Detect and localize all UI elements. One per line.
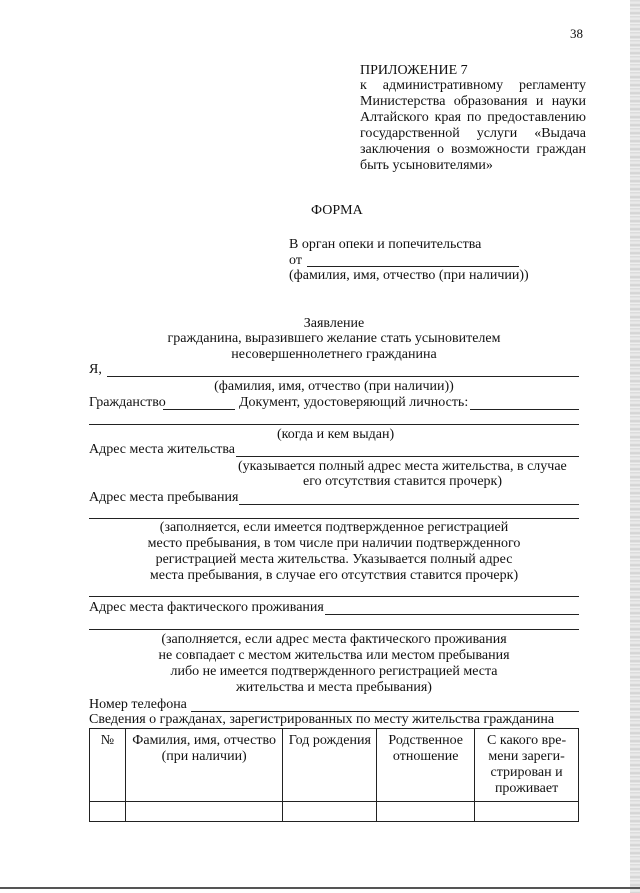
actual-label: Адрес места фактического проживания bbox=[89, 600, 324, 615]
actual-line-2[interactable] bbox=[89, 629, 579, 630]
issued-hint: (когда и кем выдан) bbox=[277, 427, 395, 442]
statement-subtitle: гражданина, выразившего желание стать усыновителем bbox=[167, 331, 501, 346]
residence-hint: его отсутствия ставится прочерк) bbox=[303, 474, 503, 489]
document-line-2[interactable] bbox=[89, 424, 579, 425]
applicant-name-hint: (фамилия, имя, отчество (при наличии)) bbox=[214, 379, 454, 394]
table-row bbox=[90, 802, 579, 822]
table-header-name: Фамилия, имя, отчество (при наличии) bbox=[125, 729, 283, 802]
citizenship-label: Гражданство bbox=[89, 395, 166, 410]
actual-hint: либо не имеется подтвержденного регистрацией места bbox=[170, 664, 498, 679]
registered-label: Сведения о гражданах, зарегистрированных по месту жительства гражданина bbox=[89, 712, 555, 727]
stay-hint: (заполняется, если имеется подтвержденное регистрацией bbox=[159, 520, 509, 535]
appendix-text bbox=[360, 78, 586, 174]
appendix-line: государственной услуги «Выдача bbox=[360, 126, 586, 141]
citizenship-line[interactable] bbox=[163, 409, 235, 410]
actual-hint: не совпадает с местом жительства или местом пребывания bbox=[158, 648, 510, 663]
form-title: ФОРМА bbox=[311, 203, 363, 218]
table-header-row bbox=[90, 729, 579, 802]
actual-hint: (заполняется, если адрес места фактического проживания bbox=[161, 632, 507, 647]
appendix-line: к административному регламенту bbox=[360, 78, 586, 93]
registered-table bbox=[89, 728, 579, 822]
table-cell[interactable] bbox=[90, 802, 126, 822]
stay-hint: регистрацией места жительства. Указывается полный адрес bbox=[155, 552, 513, 567]
appendix-line: заключения о возможности граждан bbox=[360, 142, 586, 157]
stay-label: Адрес места пребывания bbox=[89, 490, 239, 505]
appendix-line: Алтайского края по предоставлению bbox=[360, 110, 586, 125]
document-label: Документ, удостоверяющий личность: bbox=[239, 395, 469, 410]
appendix-title: ПРИЛОЖЕНИЕ 7 bbox=[360, 63, 468, 78]
applicant-name-line[interactable] bbox=[107, 376, 579, 377]
stay-line[interactable] bbox=[239, 504, 579, 505]
addressee-from-label: от bbox=[289, 253, 302, 268]
table-header-relation: Родственное отношение bbox=[377, 729, 475, 802]
appendix-line: Министерства образования и науки bbox=[360, 94, 586, 109]
stay-line-2[interactable] bbox=[89, 518, 579, 519]
phone-label: Номер телефона bbox=[89, 697, 187, 712]
residence-hint: (указывается полный адрес места жительства, в случае bbox=[238, 459, 567, 474]
addressee-from-hint: (фамилия, имя, отчество (при наличии)) bbox=[289, 268, 529, 283]
table-header-birth-year: Год рождения bbox=[283, 729, 377, 802]
table-header-number: № bbox=[90, 729, 126, 802]
stay-hint: места пребывания, в случае его отсутствия ставится прочерк) bbox=[149, 568, 519, 583]
appendix-line: быть усыновителями» bbox=[360, 158, 493, 173]
table-header-since: С какого вре- мени зареги- стрирован и проживает bbox=[475, 729, 579, 802]
document-line[interactable] bbox=[470, 409, 579, 410]
stay-line-3[interactable] bbox=[89, 596, 579, 597]
residence-label: Адрес места жительства bbox=[89, 442, 235, 457]
addressee-line: В орган опеки и попечительства bbox=[289, 237, 482, 252]
actual-hint: жительства и места пребывания) bbox=[236, 680, 432, 695]
scan-edge bbox=[630, 0, 640, 893]
actual-line[interactable] bbox=[325, 614, 579, 615]
table-cell[interactable] bbox=[377, 802, 475, 822]
stay-hint: место пребывания, в том числе при наличии подтвержденного bbox=[147, 536, 521, 551]
statement-title: Заявление bbox=[303, 316, 365, 331]
from-input-line[interactable] bbox=[307, 266, 519, 267]
table-cell[interactable] bbox=[125, 802, 283, 822]
i-label: Я, bbox=[89, 362, 102, 377]
table-cell[interactable] bbox=[475, 802, 579, 822]
residence-line[interactable] bbox=[236, 456, 579, 457]
table-cell[interactable] bbox=[283, 802, 377, 822]
statement-subtitle: несовершеннолетнего гражданина bbox=[231, 347, 437, 362]
page-number: 38 bbox=[570, 26, 583, 41]
scan-bottom-edge bbox=[0, 887, 640, 889]
